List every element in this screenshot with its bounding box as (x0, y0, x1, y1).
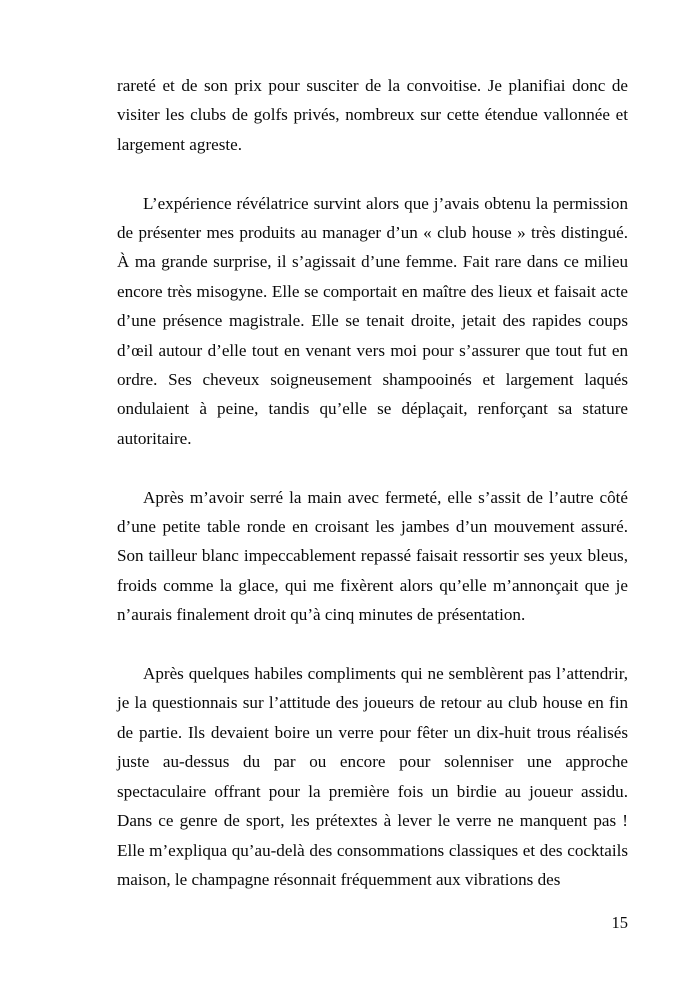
paragraph-experience: L’expérience révélatrice survint alors que j’avais obtenu la permission de présenter mes produits au manager d’un « club house » très distingué. À ma grande surprise, il s’agissait d’une femme. Fait rare dans ce milieu encore très misogyne. Elle se comportait en maître des lieux et faisait acte d’une présence magistrale. Elle se tenait droite, jetait des rapides coups d’œil autour d’elle tout en venant vers moi pour s’assurer que tout fut en ordre. Ses cheveux soigneusement shampooinés et largement laqués ondulaient à peine, tandis qu’elle se déplaçait, renforçant sa stature autoritaire. (117, 193, 628, 448)
paragraph-compliments: Après quelques habiles compliments qui ne semblèrent pas l’attendrir, je la questionnais sur l’attitude des joueurs de retour au club house en fin de partie. Ils devaient boire un verre pour fêter un dix-huit trous réalisés juste au-dessus du par ou encore pour solenniser une approche spectaculaire offrant pour la première fois un birdie au joueur assidu. Dans ce genre de sport, les prétextes à lever le verre ne manquent pas ! Elle m’expliqua qu’au-delà des consommations classiques et des cocktails maison, le champagne résonnait fréquemment aux vibrations des (117, 664, 628, 889)
page-number: 15 (611, 913, 628, 932)
paragraph-continuation: rareté et de son prix pour susciter de la convoitise. Je planifiai donc de visiter les clubs de golfs privés, nombreux sur cette étendue vallonnée et largement agreste. (117, 76, 628, 154)
body-text-column (117, 71, 628, 894)
paragraph-poignee-de-main: Après m’avoir serré la main avec fermeté, elle s’assit de l’autre côté d’une petite table ronde en croisant les jambes d’un mouvement assuré. Son tailleur blanc impeccablement repassé faisait ressortir ses yeux bleus, froids comme la glace, qui me fixèrent alors qu’elle m’annonçait que je n’aurais finalement droit qu’à cinq minutes de présentation. (117, 487, 628, 625)
